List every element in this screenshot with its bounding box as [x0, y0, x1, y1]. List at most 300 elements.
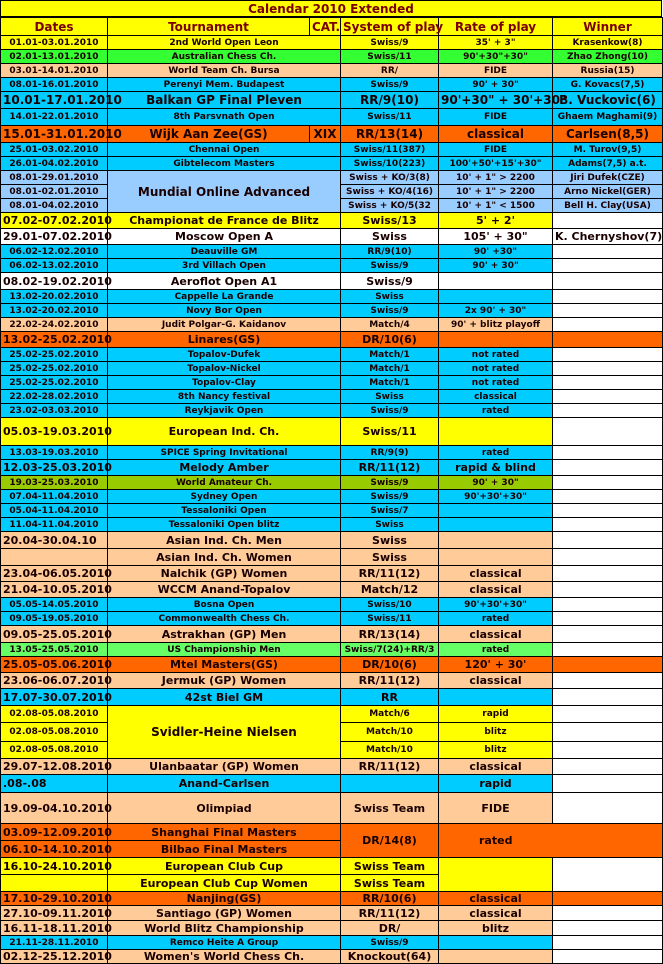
rate-cell: blitz	[439, 742, 553, 759]
category-cell: XIX	[310, 126, 341, 143]
tournament-cell: Asian Ind. Ch. Women	[108, 549, 341, 566]
rate-cell: classical	[439, 892, 553, 906]
rate-cell	[439, 549, 553, 566]
tournament-cell: Judit Polgar-G. Kaidanov	[108, 318, 341, 332]
rate-cell: rated	[439, 643, 553, 657]
tournament-cell: Commonwealth Chess Ch.	[108, 612, 341, 626]
tournament-cell: Melody Amber	[108, 460, 341, 476]
table-row	[1, 362, 663, 376]
system-cell: RR/13(14)	[341, 126, 439, 143]
table-row	[1, 549, 663, 566]
date-cell: 25.02-25.02.2010	[1, 362, 108, 376]
rate-cell: 105' + 30"	[439, 229, 553, 245]
date-cell: 25.02-25.02.2010	[1, 376, 108, 390]
date-cell: 07.02-07.02.2010	[1, 213, 108, 229]
system-cell: Swiss/7(24)+RR/3	[341, 643, 439, 657]
table-row	[1, 143, 663, 157]
system-cell: Match/10	[341, 723, 439, 742]
tournament-cell: Chennai Open	[108, 143, 341, 157]
rate-cell: classical	[439, 582, 553, 598]
tournament-cell: Nalchik (GP) Women	[108, 566, 341, 582]
date-cell: 13.05-25.05.2010	[1, 643, 108, 657]
date-cell: 02.08-05.08.2010	[1, 742, 108, 759]
tournament-cell: 3rd Villach Open	[108, 259, 341, 273]
rate-cell: 120' + 30'	[439, 657, 553, 673]
table-row	[1, 824, 663, 841]
rate-cell: FIDE	[439, 793, 553, 824]
tournament-cell: Svidler-Heine Nielsen	[108, 706, 341, 759]
winner-cell	[553, 936, 663, 950]
rate-cell: 10' + 1" > 2200	[439, 185, 553, 199]
table-row	[1, 950, 663, 964]
winner-cell: G. Kovacs(7,5)	[553, 78, 663, 92]
header-winner: Winner	[553, 18, 663, 36]
system-cell: Swiss + KO/3(8)	[341, 171, 439, 185]
rate-cell	[439, 858, 553, 892]
date-cell: 05.03-19.03.2010	[1, 418, 108, 446]
system-cell: Match/6	[341, 706, 439, 723]
date-cell: 23.06-06.07.2010	[1, 673, 108, 689]
winner-cell	[553, 626, 663, 643]
table-row	[1, 476, 663, 490]
winner-cell	[553, 504, 663, 518]
winner-cell: Jiri Dufek(CZE)	[553, 171, 663, 185]
rate-cell: rated	[439, 612, 553, 626]
date-cell: 06.02-13.02.2010	[1, 259, 108, 273]
tournament-cell: 8th Parsvnath Open	[108, 109, 341, 126]
date-cell: 19.09-04.10.2010	[1, 793, 108, 824]
tournament-cell: Linares(GS)	[108, 332, 341, 348]
header-tournament: Tournament	[108, 18, 310, 36]
winner-cell	[553, 742, 663, 759]
winner-cell	[553, 245, 663, 259]
date-cell: 08.01-16.01.2010	[1, 78, 108, 92]
date-cell: 08.01-04.02.2010	[1, 199, 108, 213]
rate-cell: 90' +30"	[439, 245, 553, 259]
date-cell: 13.03-19.03.2010	[1, 446, 108, 460]
tournament-cell: Shanghai Final Masters	[108, 824, 341, 841]
table-row	[1, 598, 663, 612]
winner-cell	[553, 775, 663, 793]
rate-cell: not rated	[439, 348, 553, 362]
rate-cell: rated	[439, 446, 553, 460]
rate-cell: blitz	[439, 921, 553, 936]
tournament-cell: Reykjavik Open	[108, 404, 341, 418]
system-cell: DR/	[341, 921, 439, 936]
table-row	[1, 290, 663, 304]
system-cell: RR/11(12)	[341, 906, 439, 921]
rate-cell: 90' + 30"	[439, 78, 553, 92]
system-cell: Swiss/9	[341, 273, 439, 290]
system-cell: RR/11(12)	[341, 460, 439, 476]
system-cell: Swiss Team	[341, 875, 439, 892]
date-cell: 27.10-09.11.2010	[1, 906, 108, 921]
date-cell: 08.01-02.01.2010	[1, 185, 108, 199]
date-cell: 03.01-14.01.2010	[1, 64, 108, 78]
winner-cell	[553, 657, 663, 673]
date-cell: 15.01-31.01.2010	[1, 126, 108, 143]
winner-cell: Krasenkow(8)	[553, 36, 663, 50]
table-row	[1, 460, 663, 476]
tournament-cell: Santiago (GP) Women	[108, 906, 341, 921]
table-row	[1, 689, 663, 706]
winner-cell: Zhao Zhong(10)	[553, 50, 663, 64]
tournament-cell: Astrakhan (GP) Men	[108, 626, 341, 643]
system-cell: Swiss/9	[341, 78, 439, 92]
table-row	[1, 518, 663, 532]
system-cell: DR/14(8)	[341, 824, 439, 858]
rate-cell	[439, 950, 553, 964]
tournament-cell: 8th Nancy festival	[108, 390, 341, 404]
winner-cell	[553, 858, 663, 892]
system-cell: RR/11(12)	[341, 759, 439, 775]
tournament-cell: World Blitz Championship	[108, 921, 341, 936]
tournament-cell: SPICE Spring Invitational	[108, 446, 341, 460]
date-cell: 06.10-14.10.2010	[1, 841, 108, 858]
winner-cell	[553, 390, 663, 404]
rate-cell: classical	[439, 673, 553, 689]
system-cell: RR/9(10)	[341, 92, 439, 109]
rate-cell: 2x 90' + 30"	[439, 304, 553, 318]
table-row	[1, 273, 663, 290]
date-cell: 01.01-03.01.2010	[1, 36, 108, 50]
date-cell: 22.02-24.02.2010	[1, 318, 108, 332]
rate-cell	[439, 273, 553, 290]
winner-cell: Ghaem Maghami(9)	[553, 109, 663, 126]
rate-cell: not rated	[439, 362, 553, 376]
tournament-cell: Mundial Online Advanced	[108, 171, 341, 213]
tournament-cell: Moscow Open A	[108, 229, 341, 245]
rate-cell: 90'+30"+30"	[439, 50, 553, 64]
table-row	[1, 390, 663, 404]
tournament-cell: Gibtelecom Masters	[108, 157, 341, 171]
system-cell: Match/10	[341, 742, 439, 759]
table-row	[1, 582, 663, 598]
date-cell: 16.11-18.11.2010	[1, 921, 108, 936]
winner-cell	[553, 612, 663, 626]
date-cell: 14.01-22.01.2010	[1, 109, 108, 126]
tournament-cell: European Club Cup	[108, 858, 341, 875]
date-cell: 10.01-17.01.2010	[1, 92, 108, 109]
rate-cell: 5' + 2'	[439, 213, 553, 229]
table-row	[1, 259, 663, 273]
tournament-cell: European Ind. Ch.	[108, 418, 341, 446]
winner-cell	[553, 213, 663, 229]
system-cell: RR/11(12)	[341, 673, 439, 689]
winner-cell	[553, 446, 663, 460]
winner-cell	[553, 582, 663, 598]
date-cell: 13.02-20.02.2010	[1, 304, 108, 318]
rate-cell: classical	[439, 626, 553, 643]
winner-cell: Bell H. Clay(USA)	[553, 199, 663, 213]
system-cell: Swiss/9	[341, 304, 439, 318]
winner-cell	[553, 673, 663, 689]
system-cell: Swiss	[341, 518, 439, 532]
tournament-cell: Tessaloniki Open	[108, 504, 341, 518]
winner-cell	[553, 332, 663, 348]
date-cell: 26.01-04.02.2010	[1, 157, 108, 171]
rate-cell: rapid & blind	[439, 460, 553, 476]
rate-cell: 10' + 1" < 1500	[439, 199, 553, 213]
date-cell	[1, 549, 108, 566]
tournament-cell: Bilbao Final Masters	[108, 841, 341, 858]
rate-cell	[439, 332, 553, 348]
table-row	[1, 36, 663, 50]
system-cell: Swiss/11	[341, 50, 439, 64]
rate-cell: classical	[439, 566, 553, 582]
tournament-cell: 42st Biel GM	[108, 689, 341, 706]
table-row	[1, 504, 663, 518]
system-cell: Match/1	[341, 376, 439, 390]
rate-cell: classical	[439, 390, 553, 404]
system-cell: RR/	[341, 64, 439, 78]
system-cell: Swiss/9	[341, 490, 439, 504]
winner-cell	[553, 418, 663, 446]
winner-cell	[553, 476, 663, 490]
sheet-title: Calendar 2010 Extended	[0, 0, 662, 17]
date-cell: 11.04-11.04.2010	[1, 518, 108, 532]
tournament-cell: European Club Cup Women	[108, 875, 341, 892]
system-cell: Swiss	[341, 290, 439, 304]
date-cell: 17.07-30.07.2010	[1, 689, 108, 706]
rate-cell: 100'+50'+15'+30"	[439, 157, 553, 171]
system-cell: RR	[341, 689, 439, 706]
rate-cell: 90' + 30"	[439, 259, 553, 273]
date-cell: 23.02-03.03.2010	[1, 404, 108, 418]
winner-cell	[553, 793, 663, 824]
rate-cell: rapid	[439, 775, 553, 793]
date-cell: 17.10-29.10.2010	[1, 892, 108, 906]
system-cell: Swiss + KO/5(32	[341, 199, 439, 213]
table-row	[1, 657, 663, 673]
tournament-cell: Topalov-Clay	[108, 376, 341, 390]
table-row	[1, 332, 663, 348]
table-row	[1, 213, 663, 229]
table-row	[1, 892, 663, 906]
tournament-cell: Wijk Aan Zee(GS)	[108, 126, 310, 143]
system-cell: DR/10(6)	[341, 332, 439, 348]
table-row	[1, 229, 663, 245]
table-row	[1, 643, 663, 657]
rate-cell: 35' + 3"	[439, 36, 553, 50]
rate-cell: 90' + blitz playoff	[439, 318, 553, 332]
system-cell	[341, 775, 439, 793]
system-cell: Swiss/9	[341, 404, 439, 418]
rate-cell: 90'+30" + 30'+30"	[439, 92, 553, 109]
table-row	[1, 706, 663, 723]
rate-cell	[439, 290, 553, 304]
system-cell: Swiss Team	[341, 793, 439, 824]
tournament-cell: 2nd World Open Leon	[108, 36, 341, 50]
winner-cell: Arno Nickel(GER)	[553, 185, 663, 199]
system-cell: DR/10(6)	[341, 657, 439, 673]
tournament-cell: Aeroflot Open A1	[108, 273, 341, 290]
date-cell: 19.03-25.03.2010	[1, 476, 108, 490]
table-row	[1, 906, 663, 921]
system-cell: Swiss	[341, 532, 439, 549]
tournament-cell: Sydney Open	[108, 490, 341, 504]
tournament-cell: US Championship Men	[108, 643, 341, 657]
table-row	[1, 418, 663, 446]
table-row	[1, 936, 663, 950]
date-cell: 08.01-29.01.2010	[1, 171, 108, 185]
table-row	[1, 446, 663, 460]
tournament-cell: Novy Bor Open	[108, 304, 341, 318]
tournament-cell: World Amateur Ch.	[108, 476, 341, 490]
system-cell: Swiss/11	[341, 418, 439, 446]
table-row	[1, 404, 663, 418]
date-cell: 22.02-28.02.2010	[1, 390, 108, 404]
date-cell: 13.02-20.02.2010	[1, 290, 108, 304]
winner-cell	[553, 706, 663, 723]
tournament-cell: Australian Chess Ch.	[108, 50, 341, 64]
rate-cell	[439, 518, 553, 532]
tournament-cell: World Team Ch. Bursa	[108, 64, 341, 78]
rate-cell: 90' + 30"	[439, 476, 553, 490]
system-cell: Swiss/9	[341, 476, 439, 490]
rate-cell: blitz	[439, 723, 553, 742]
rate-cell: FIDE	[439, 109, 553, 126]
table-row	[1, 64, 663, 78]
date-cell: 29.01-07.02.2010	[1, 229, 108, 245]
date-cell: 02.12-25.12.2010	[1, 950, 108, 964]
tournament-cell: Ulanbaatar (GP) Women	[108, 759, 341, 775]
date-cell: 05.04-11.04.2010	[1, 504, 108, 518]
calendar-table	[0, 17, 663, 964]
table-row	[1, 612, 663, 626]
date-cell: 25.02-25.02.2010	[1, 348, 108, 362]
date-cell	[1, 875, 108, 892]
tournament-cell: Asian Ind. Ch. Men	[108, 532, 341, 549]
rate-cell: classical	[439, 126, 553, 143]
rate-cell: FIDE	[439, 143, 553, 157]
table-row	[1, 793, 663, 824]
rate-cell: 10' + 1" > 2200	[439, 171, 553, 185]
winner-cell	[553, 892, 663, 906]
rate-cell: rated	[439, 824, 663, 858]
tournament-cell: Topalov-Dufek	[108, 348, 341, 362]
system-cell: Match/12	[341, 582, 439, 598]
date-cell: 08.02-19.02.2010	[1, 273, 108, 290]
rate-cell: rapid	[439, 706, 553, 723]
system-cell: RR/13(14)	[341, 626, 439, 643]
system-cell: Swiss + KO/4(16)	[341, 185, 439, 199]
system-cell: Swiss/13	[341, 213, 439, 229]
table-row	[1, 376, 663, 390]
date-cell: 06.02-12.02.2010	[1, 245, 108, 259]
table-row	[1, 626, 663, 643]
table-row	[1, 532, 663, 549]
table-row	[1, 858, 663, 875]
winner-cell	[553, 362, 663, 376]
date-cell: 07.04-11.04.2010	[1, 490, 108, 504]
date-cell: .08-.08	[1, 775, 108, 793]
header-row	[1, 18, 663, 36]
rate-cell	[439, 689, 553, 706]
table-row	[1, 490, 663, 504]
tournament-cell: Cappelle La Grande	[108, 290, 341, 304]
date-cell: 21.11-28.11.2010	[1, 936, 108, 950]
system-cell: Match/4	[341, 318, 439, 332]
table-row	[1, 78, 663, 92]
date-cell: 29.07-12.08.2010	[1, 759, 108, 775]
date-cell: 20.04-30.04.10	[1, 532, 108, 549]
system-cell: Swiss/10	[341, 598, 439, 612]
winner-cell	[553, 549, 663, 566]
rate-cell: not rated	[439, 376, 553, 390]
rate-cell	[439, 504, 553, 518]
tournament-cell: WCCM Anand-Topalov	[108, 582, 341, 598]
date-cell: 25.05-05.06.2010	[1, 657, 108, 673]
system-cell: Swiss	[341, 390, 439, 404]
table-row	[1, 921, 663, 936]
rate-cell: classical	[439, 759, 553, 775]
date-cell: 03.09-12.09.2010	[1, 824, 108, 841]
system-cell: Swiss/11	[341, 612, 439, 626]
winner-cell	[553, 598, 663, 612]
winner-cell	[553, 460, 663, 476]
winner-cell	[553, 723, 663, 742]
system-cell: Swiss/9	[341, 936, 439, 950]
table-row	[1, 157, 663, 171]
tournament-cell: Anand-Carlsen	[108, 775, 341, 793]
rate-cell	[439, 418, 553, 446]
tournament-cell: Remco Heite A Group	[108, 936, 341, 950]
winner-cell	[553, 490, 663, 504]
table-row	[1, 126, 663, 143]
winner-cell	[553, 566, 663, 582]
system-cell: RR/9(9)	[341, 446, 439, 460]
rate-cell: 90'+30'+30"	[439, 490, 553, 504]
winner-cell	[553, 273, 663, 290]
system-cell: Swiss/10(223)	[341, 157, 439, 171]
tournament-cell: Balkan GP Final Pleven	[108, 92, 341, 109]
tournament-cell: Women's World Chess Ch.	[108, 950, 341, 964]
winner-cell	[553, 921, 663, 936]
date-cell: 23.04-06.05.2010	[1, 566, 108, 582]
tournament-cell: Jermuk (GP) Women	[108, 673, 341, 689]
system-cell: RR/10(6)	[341, 892, 439, 906]
winner-cell: Carlsen(8,5)	[553, 126, 663, 143]
system-cell: Swiss	[341, 549, 439, 566]
system-cell: Match/1	[341, 362, 439, 376]
table-row	[1, 318, 663, 332]
date-cell: 05.05-14.05.2010	[1, 598, 108, 612]
system-cell: Swiss/11	[341, 109, 439, 126]
tournament-cell: Topalov-Nickel	[108, 362, 341, 376]
winner-cell	[553, 404, 663, 418]
tournament-cell: Mtel Masters(GS)	[108, 657, 341, 673]
winner-cell	[553, 643, 663, 657]
rate-cell	[439, 936, 553, 950]
date-cell: 25.01-03.02.2010	[1, 143, 108, 157]
date-cell: 02.08-05.08.2010	[1, 706, 108, 723]
tournament-cell: Nanjing(GS)	[108, 892, 341, 906]
winner-cell	[553, 304, 663, 318]
date-cell: 12.03-25.03.2010	[1, 460, 108, 476]
table-row	[1, 109, 663, 126]
header-rate: Rate of play	[439, 18, 553, 36]
winner-cell: B. Vuckovic(6)	[553, 92, 663, 109]
table-row	[1, 304, 663, 318]
header-dates: Dates	[1, 18, 108, 36]
rate-cell: classical	[439, 906, 553, 921]
winner-cell	[553, 906, 663, 921]
date-cell: 02.08-05.08.2010	[1, 723, 108, 742]
date-cell: 09.05-19.05.2010	[1, 612, 108, 626]
system-cell: RR/11(12)	[341, 566, 439, 582]
winner-cell	[553, 532, 663, 549]
